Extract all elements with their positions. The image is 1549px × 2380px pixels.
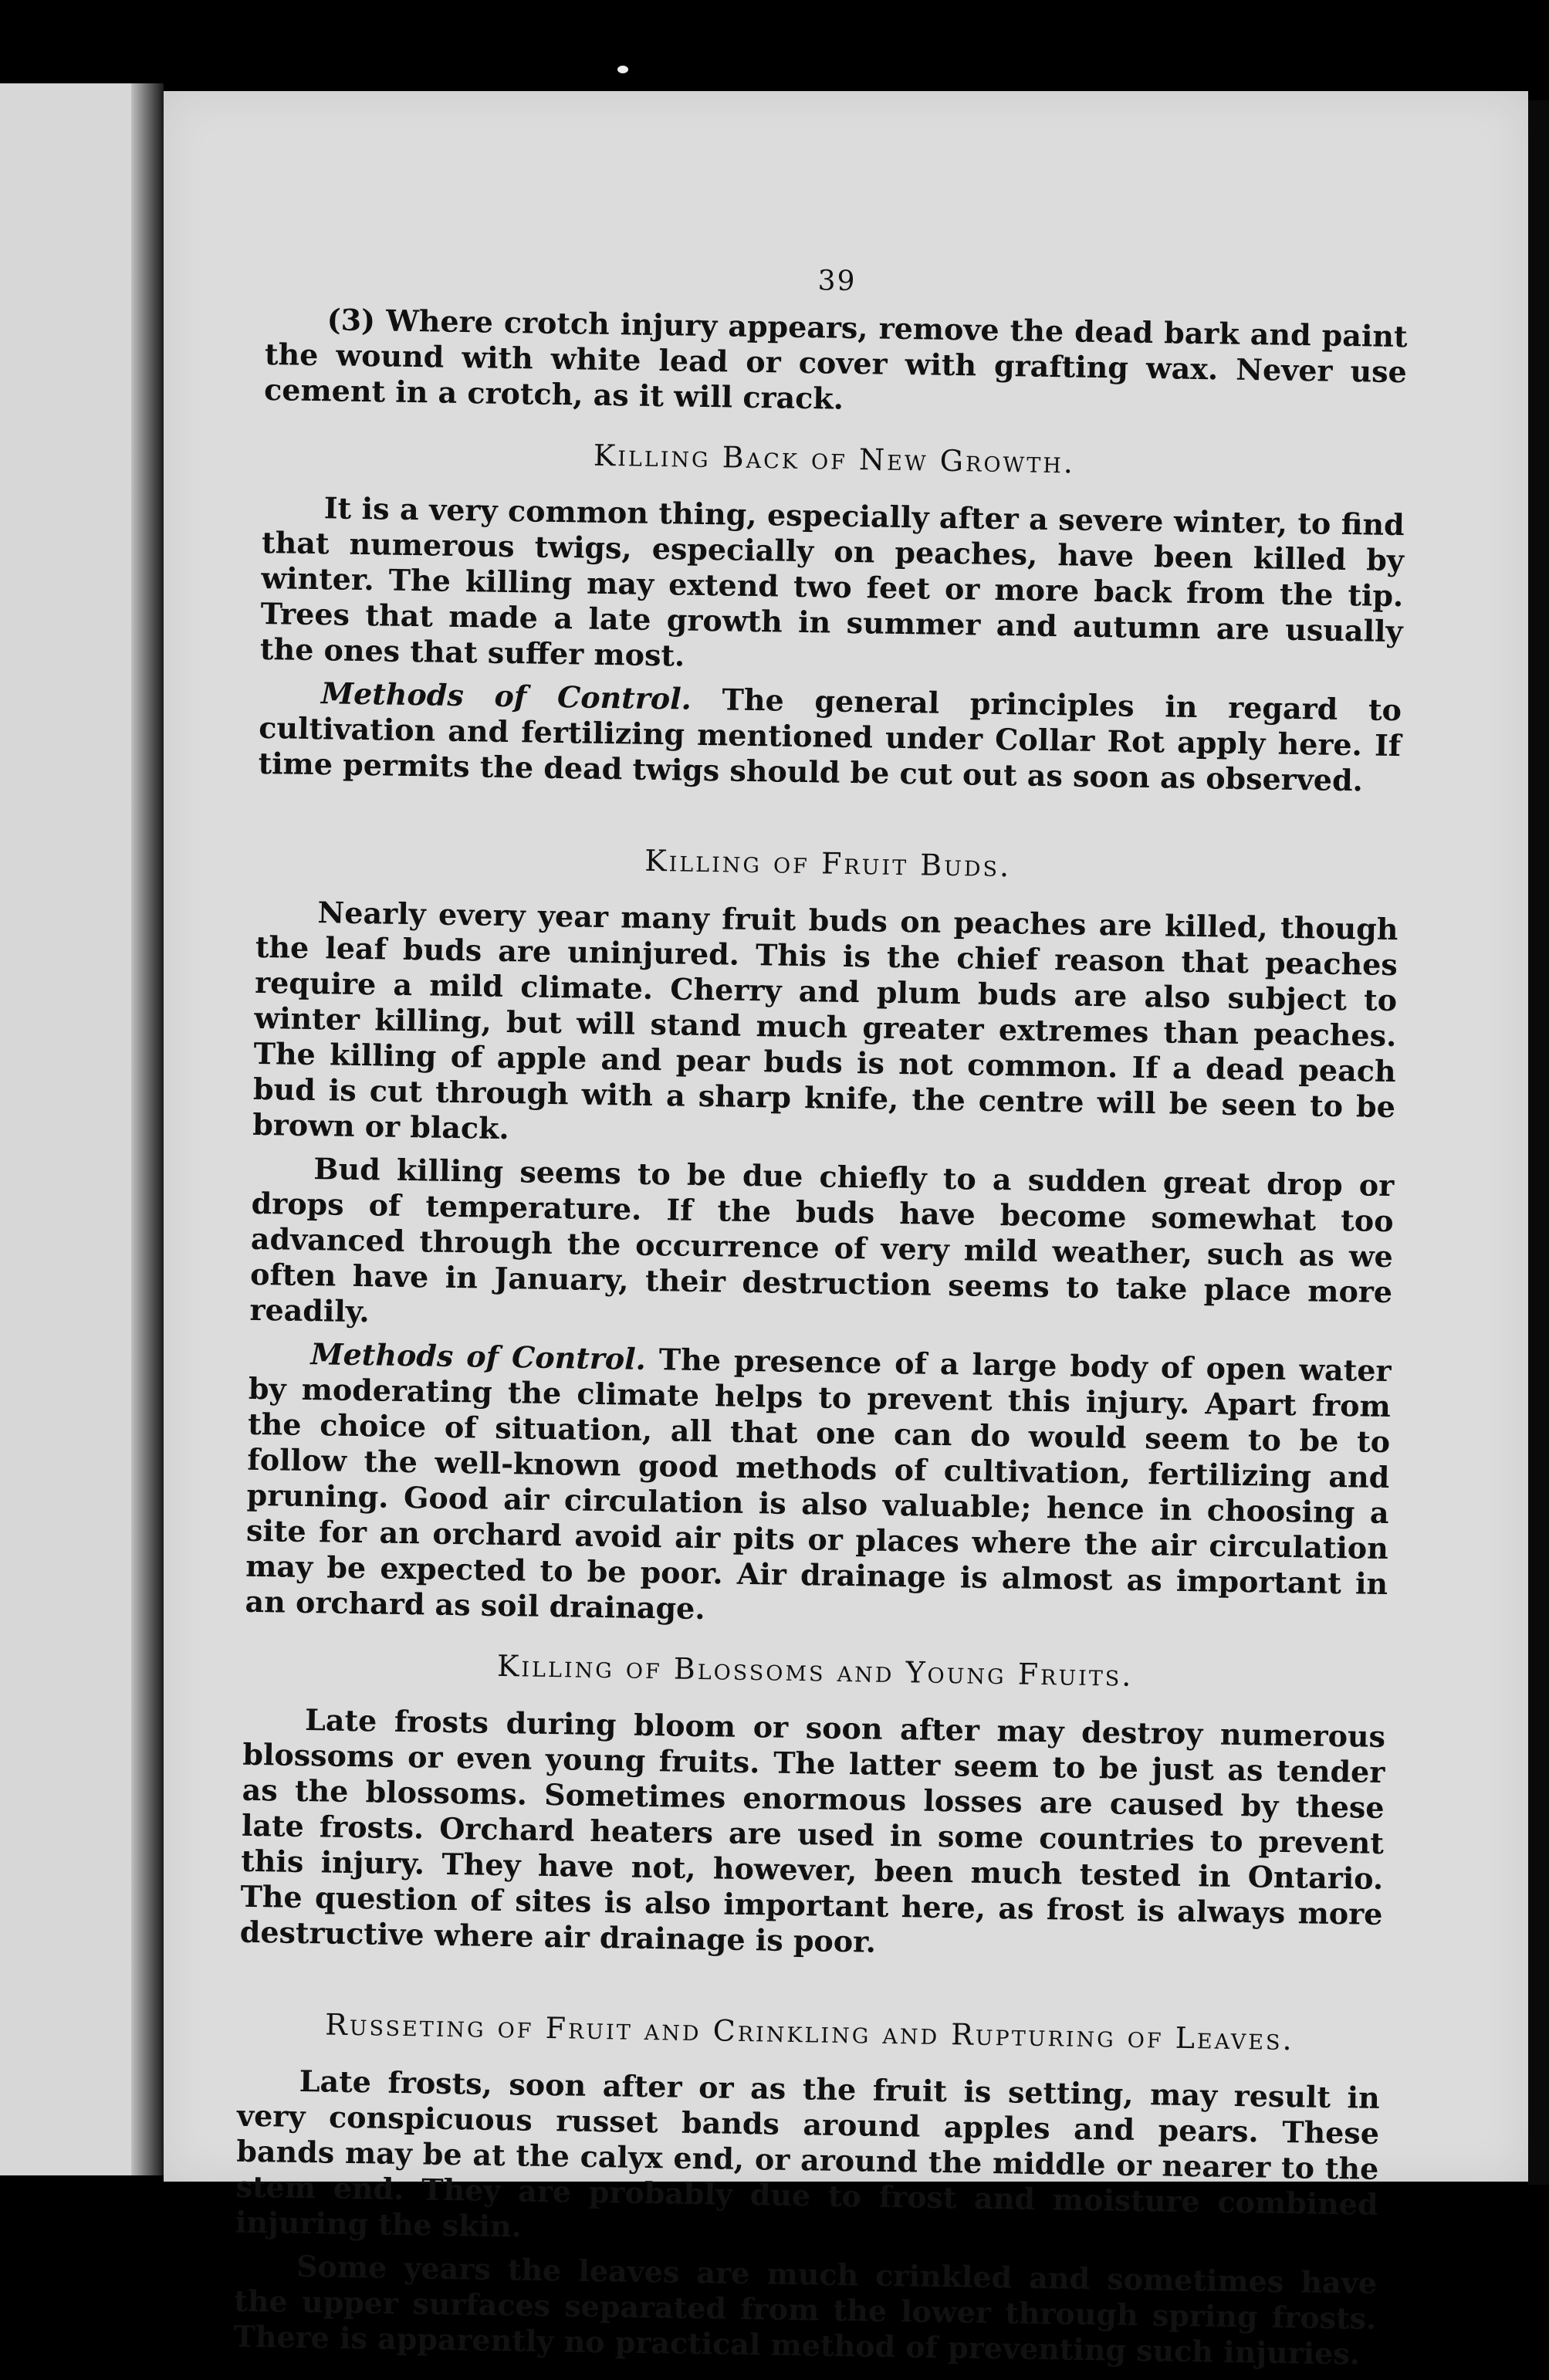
russeting-paragraph-2: Some years the leaves are much crinkled and sometimes have the upper surfaces separated from the lower through spring frosts. There is apparently no practical method of preventing such injuries.: [233, 2248, 1378, 2372]
heading-fruit-buds: Killing of Fruit Buds.: [644, 843, 1012, 884]
fruit-buds-paragraph-3: [245, 1336, 1392, 1637]
methods-of-control-label: Methods of Control.: [320, 675, 692, 716]
methods-of-control-label: Methods of Control.: [310, 1336, 647, 1376]
scan-speck: [617, 66, 628, 73]
heading-blossoms: Killing of Blossoms and Young Fruits.: [496, 1648, 1134, 1693]
right-page-edge: [1528, 100, 1549, 2185]
killing-back-paragraph-1: It is a very common thing, especially after a severe winter, to find that numerous twigs, especially on peaches, have been killed by winter. The killing may extend two feet or more back from the tip. Trees that made a late growth in summer and autumn are usually the ones that suffer most.: [259, 490, 1405, 673]
russeting-paragraph-1: Late frosts, soon after or as the fruit is setting, may result in very conspicuous russet bands around apples and pears. These bands may be at the calyx end, or around the middle or nearer to the stem end. They are probably due to frost and moisture combined injuring the skin.: [235, 2063, 1381, 2244]
blossoms-paragraph-1: Late frosts during bloom or soon after may destroy numerous blossoms or even young fruits. The latter seem to be just as tender as the blossoms. Sometimes enormous losses are caused by these late frosts. Orchard heaters are used in some countries to prevent this injury. They have not, however, been much tested in Ontario. The question of sites is also important here, as frost is always more destructive where air drainage is poor.: [239, 1702, 1386, 1959]
killing-back-paragraph-2: [258, 675, 1402, 799]
heading-killing-back: Killing Back of New Growth.: [593, 438, 1076, 480]
fruit-buds-paragraph-2: Bud killing seems to be due chiefly to a sudden great drop or drops of temperature. If the buds have become somewhat too advanced through the occurrence of very mild weather, such as we often have in January, their destruction seems to take place more readily.: [249, 1151, 1395, 1329]
heading-russeting: Russeting of Fruit and Crinkling and Rupturing of Leaves.: [324, 2007, 1294, 2057]
book-gutter-shadow: [131, 83, 164, 2175]
killing-back-paragraph-2-text: The general principles in regard to cultivation and fertilizing mentioned under Collar Rot apply here. If time permits the dead twigs should be cut out as soon as observed.: [258, 682, 1402, 798]
fruit-buds-paragraph-1: Nearly every year many fruit buds on peaches are killed, though the leaf buds are uninjured. This is the chief reason that peaches require a mild climate. Cherry and plum buds are also subject to winter killing, but will stand much greater extremes than peaches. The killing of apple and pear buds is not common. If a dead peach bud is cut through with a sharp knife, the centre will be seen to be brown or black.: [252, 895, 1398, 1146]
intro-paragraph: (3) Where crotch injury appears, remove the dead bark and paint the wound with white lead or cover with grafting wax. Never use cement in a crotch, as it will crack.: [263, 302, 1408, 416]
page-content: [233, 255, 1409, 2380]
page-number: 39: [817, 265, 857, 298]
fruit-buds-paragraph-3-text: The presence of a large body of open water by moderating the climate helps to prevent this injury. Apart from the choice of situation, all that one can do would seem to be to follow the well-known good methods of cultivation, fertilizing and pruning. Good air circulation is also valuable; hence in choosing a site for an orchard avoid air pits or places where the air circulation may be expected to be poor. Air drainage is almost as important in an orchard as soil drainage.: [245, 1342, 1392, 1627]
